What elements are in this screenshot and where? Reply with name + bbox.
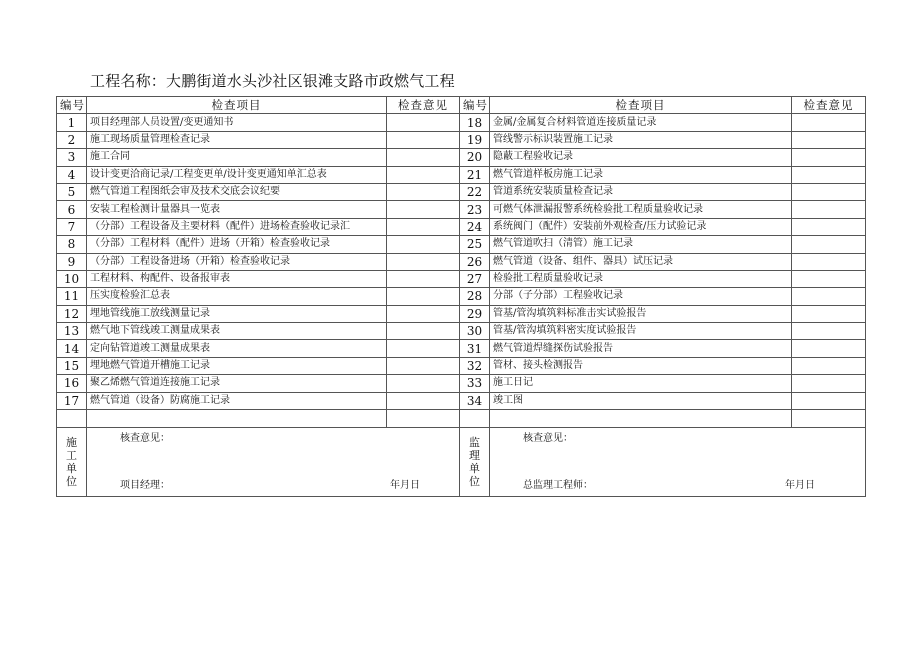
check-item-right: 检验批工程质量验收记录 xyxy=(490,270,792,287)
row-number-left: 15 xyxy=(57,357,87,374)
opinion-cell-right[interactable] xyxy=(792,183,866,200)
table-row xyxy=(57,357,866,374)
table-row xyxy=(57,305,866,322)
table-row xyxy=(57,131,866,148)
row-number-right: 32 xyxy=(460,357,490,374)
table-row xyxy=(57,270,866,287)
opinion-cell-left[interactable] xyxy=(387,375,460,392)
row-number-left: 10 xyxy=(57,270,87,287)
check-item-left: 项目经理部人员设置/变更通知书 xyxy=(87,114,387,131)
check-item-left: （分部）工程设备及主要材料（配件）进场检查验收记录汇 xyxy=(87,218,387,235)
row-number-right: 30 xyxy=(460,323,490,340)
check-item-right: 系统阀门（配件）安装前外观检查/压力试验记录 xyxy=(490,218,792,235)
opinion-cell-left[interactable] xyxy=(387,114,460,131)
row-number-left: 7 xyxy=(57,218,87,235)
opinion-cell-left[interactable] xyxy=(387,201,460,218)
opinion-cell-left[interactable] xyxy=(387,288,460,305)
blank-cell xyxy=(460,410,490,428)
check-item-left: 施工合同 xyxy=(87,149,387,166)
opinion-cell-right[interactable] xyxy=(792,201,866,218)
check-item-right: 管线警示标识装置施工记录 xyxy=(490,131,792,148)
row-number-right: 31 xyxy=(460,340,490,357)
check-item-right: 施工日记 xyxy=(490,375,792,392)
opinion-cell-right[interactable] xyxy=(792,218,866,235)
row-number-right: 23 xyxy=(460,201,490,218)
opinion-cell-right[interactable] xyxy=(792,149,866,166)
construction-review-label: 核查意见： xyxy=(120,433,170,445)
check-item-left: 工程材料、构配件、设备报审表 xyxy=(87,270,387,287)
row-number-left: 14 xyxy=(57,340,87,357)
check-item-left: 压实度检验汇总表 xyxy=(87,288,387,305)
row-number-right: 22 xyxy=(460,183,490,200)
construction-unit-label xyxy=(57,428,87,497)
table-row xyxy=(57,166,866,183)
check-item-right: 管道系统安装质量检查记录 xyxy=(490,183,792,200)
header-item-right: 检查项目 xyxy=(490,97,792,114)
supervision-unit-label xyxy=(460,428,490,497)
check-item-right: 可燃气体泄漏报警系统检验批工程质量验收记录 xyxy=(490,201,792,218)
opinion-cell-right[interactable] xyxy=(792,114,866,131)
check-item-left: 聚乙烯燃气管道连接施工记录 xyxy=(87,375,387,392)
opinion-cell-right[interactable] xyxy=(792,392,866,409)
check-item-right: 分部（子分部）工程验收记录 xyxy=(490,288,792,305)
check-item-right: 金属/金属复合材料管道连接质量记录 xyxy=(490,114,792,131)
row-number-right: 28 xyxy=(460,288,490,305)
check-item-left: 安装工程检测计量器具一览表 xyxy=(87,201,387,218)
header-opinion-right: 检查意见 xyxy=(792,97,866,114)
blank-cell xyxy=(490,410,792,428)
supervision-unit-text: 监理单位 xyxy=(469,436,480,489)
row-number-left: 11 xyxy=(57,288,87,305)
project-manager-label: 项目经理： xyxy=(120,480,170,492)
check-item-right: 燃气管道焊缝探伤试验报告 xyxy=(490,340,792,357)
opinion-cell-right[interactable] xyxy=(792,340,866,357)
row-number-right: 25 xyxy=(460,236,490,253)
opinion-cell[interactable] xyxy=(792,410,866,428)
row-number-left: 9 xyxy=(57,253,87,270)
row-number-left: 3 xyxy=(57,149,87,166)
row-number-right: 20 xyxy=(460,149,490,166)
table-row xyxy=(57,288,866,305)
row-number-right: 19 xyxy=(460,131,490,148)
opinion-cell-left[interactable] xyxy=(387,218,460,235)
row-number-right: 24 xyxy=(460,218,490,235)
opinion-cell[interactable] xyxy=(387,410,460,428)
row-number-right: 34 xyxy=(460,392,490,409)
rows-body xyxy=(57,114,866,410)
opinion-cell-right[interactable] xyxy=(792,166,866,183)
row-number-right: 26 xyxy=(460,253,490,270)
table-row xyxy=(57,323,866,340)
opinion-cell-left[interactable] xyxy=(387,392,460,409)
check-item-right: 燃气管道（设备、组件、器具）试压记录 xyxy=(490,253,792,270)
check-item-left: 施工现场质量管理检查记录 xyxy=(87,131,387,148)
opinion-cell-left[interactable] xyxy=(387,236,460,253)
table-row xyxy=(57,253,866,270)
signature-row xyxy=(57,428,866,497)
supervision-date-label: 年月日 xyxy=(785,480,815,492)
opinion-cell-right[interactable] xyxy=(792,375,866,392)
table-row xyxy=(57,375,866,392)
check-item-right: 燃气管道样板房施工记录 xyxy=(490,166,792,183)
opinion-cell-left[interactable] xyxy=(387,149,460,166)
row-number-left: 5 xyxy=(57,183,87,200)
row-number-left: 1 xyxy=(57,114,87,131)
row-number-left: 6 xyxy=(57,201,87,218)
opinion-cell-left[interactable] xyxy=(387,253,460,270)
opinion-cell-left[interactable] xyxy=(387,270,460,287)
supervision-review-label: 核查意见： xyxy=(523,433,573,445)
row-number-left: 8 xyxy=(57,236,87,253)
blank-row xyxy=(57,410,866,428)
row-number-right: 18 xyxy=(460,114,490,131)
chief-supervisor-label: 总监理工程师： xyxy=(523,480,593,492)
check-item-right: 管材、接头检测报告 xyxy=(490,357,792,374)
check-item-left: 燃气管道（设备）防腐施工记录 xyxy=(87,392,387,409)
check-item-right: 燃气管道吹扫（清管）施工记录 xyxy=(490,236,792,253)
supervision-review-box[interactable] xyxy=(490,428,866,497)
page-title: 工程名称：大鹏街道水头沙社区银滩支路市政燃气工程 xyxy=(90,72,455,90)
header-row xyxy=(57,97,866,114)
row-number-right: 27 xyxy=(460,270,490,287)
row-number-right: 33 xyxy=(460,375,490,392)
opinion-cell-left[interactable] xyxy=(387,340,460,357)
header-opinion-left: 检查意见 xyxy=(387,97,460,114)
blank-cell xyxy=(87,410,387,428)
check-item-left: 设计变更洽商记录/工程变更单/设计变更通知单汇总表 xyxy=(87,166,387,183)
table-row xyxy=(57,218,866,235)
table-row xyxy=(57,149,866,166)
table-row xyxy=(57,340,866,357)
row-number-right: 29 xyxy=(460,305,490,322)
opinion-cell-left[interactable] xyxy=(387,305,460,322)
blank-cell xyxy=(57,410,87,428)
row-number-left: 2 xyxy=(57,131,87,148)
opinion-cell-left[interactable] xyxy=(387,131,460,148)
check-item-left: 燃气地下管线竣工测量成果表 xyxy=(87,323,387,340)
check-item-left: （分部）工程材料（配件）进场（开箱）检查验收记录 xyxy=(87,236,387,253)
opinion-cell-right[interactable] xyxy=(792,270,866,287)
row-number-left: 17 xyxy=(57,392,87,409)
check-item-right: 管基/管沟填筑料标准击实试验报告 xyxy=(490,305,792,322)
row-number-left: 12 xyxy=(57,305,87,322)
opinion-cell-right[interactable] xyxy=(792,236,866,253)
opinion-cell-left[interactable] xyxy=(387,183,460,200)
check-item-left: 燃气管道工程图纸会审及技术交底会议纪要 xyxy=(87,183,387,200)
row-number-right: 21 xyxy=(460,166,490,183)
table-row xyxy=(57,114,866,131)
check-item-right: 隐蔽工程验收记录 xyxy=(490,149,792,166)
construction-review-box[interactable] xyxy=(87,428,460,497)
opinion-cell-left[interactable] xyxy=(387,166,460,183)
table-row xyxy=(57,236,866,253)
opinion-cell-right[interactable] xyxy=(792,305,866,322)
opinion-cell-left[interactable] xyxy=(387,323,460,340)
construction-unit-text: 施工单位 xyxy=(66,436,77,489)
table-row xyxy=(57,392,866,409)
header-num-right: 编号 xyxy=(460,97,490,114)
row-number-left: 13 xyxy=(57,323,87,340)
header-num-left: 编号 xyxy=(57,97,87,114)
check-item-left: 定向钻管道竣工测量成果表 xyxy=(87,340,387,357)
table-row xyxy=(57,201,866,218)
opinion-cell-right[interactable] xyxy=(792,357,866,374)
opinion-cell-right[interactable] xyxy=(792,253,866,270)
row-number-left: 16 xyxy=(57,375,87,392)
header-item-left: 检查项目 xyxy=(87,97,387,114)
row-number-left: 4 xyxy=(57,166,87,183)
opinion-cell-left[interactable] xyxy=(387,357,460,374)
checklist-table xyxy=(56,96,866,497)
check-item-right: 竣工图 xyxy=(490,392,792,409)
opinion-cell-right[interactable] xyxy=(792,323,866,340)
construction-date-label: 年月日 xyxy=(390,480,420,492)
check-item-right: 管基/管沟填筑料密实度试验报告 xyxy=(490,323,792,340)
table-row xyxy=(57,183,866,200)
check-item-left: 埋地燃气管道开槽施工记录 xyxy=(87,357,387,374)
opinion-cell-right[interactable] xyxy=(792,288,866,305)
opinion-cell-right[interactable] xyxy=(792,131,866,148)
check-item-left: （分部）工程设备进场（开箱）检查验收记录 xyxy=(87,253,387,270)
check-item-left: 埋地管线施工放线测量记录 xyxy=(87,305,387,322)
